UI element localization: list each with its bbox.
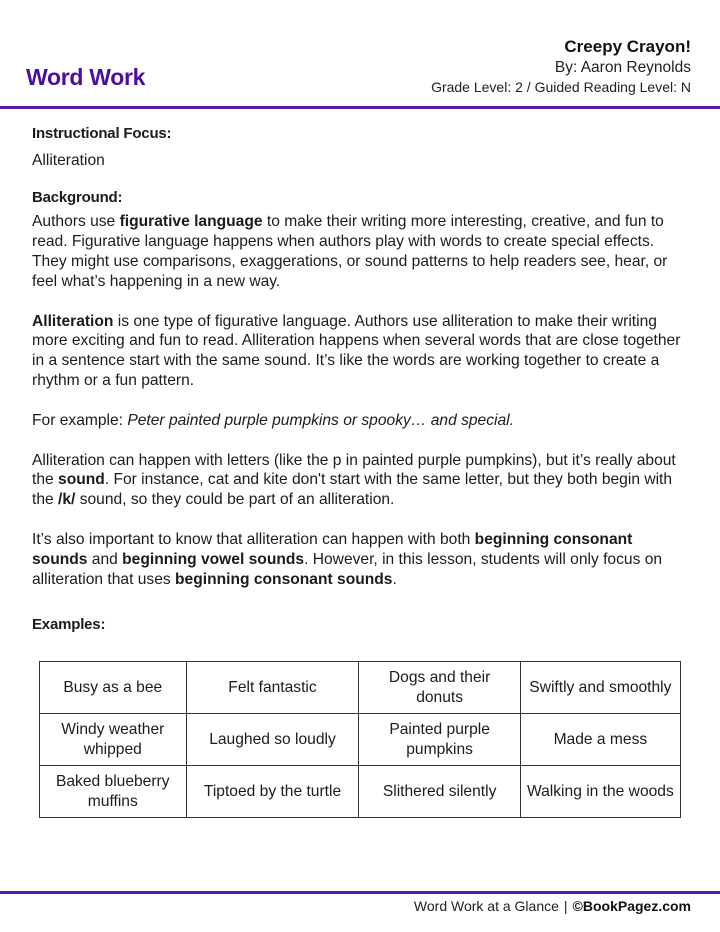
- term-beginning-vowel-sounds: beginning vowel sounds: [122, 550, 305, 568]
- background-heading: Background:: [32, 188, 123, 206]
- instructional-focus-value: Alliteration: [32, 151, 105, 169]
- text: . For instance, cat and kite don't start with the same letter, but they both begin with the: [32, 471, 673, 509]
- header-divider: [0, 106, 720, 109]
- book-title: Creepy Crayon!: [564, 37, 691, 56]
- table-cell: Baked blueberry muffins: [40, 766, 187, 818]
- example-sentence: Peter painted purple pumpkins or spooky… and special.: [127, 411, 514, 429]
- text: .: [392, 570, 397, 588]
- text: . However, in this lesson, students will only focus on alliteration that uses: [32, 550, 663, 588]
- background-paragraph-5: [32, 530, 692, 589]
- text: Alliteration can happen with letters (like the p in painted purple pumpkins), but it’s really about the: [32, 451, 676, 489]
- examples-table: [39, 661, 681, 818]
- term-alliteration: Alliteration: [32, 312, 114, 330]
- text: is one type of figurative language. Authors use alliteration to make their writing more exciting and fun to read. Alliteration happens when several words that are close together in a sentence start with the same sound. It’s like the words are working together to create a rhythm or a fun pattern.: [32, 312, 681, 389]
- text: It’s also important to know that alliteration can happen with both: [32, 530, 475, 548]
- background-paragraph-4: [32, 451, 692, 510]
- table-cell: Slithered silently: [359, 766, 520, 818]
- footer-divider: [0, 891, 720, 894]
- examples-heading: Examples:: [32, 616, 106, 634]
- text: and: [87, 550, 123, 568]
- term-k-sound: /k/: [58, 491, 76, 509]
- table-row: [40, 766, 681, 818]
- term-sound: sound: [58, 471, 105, 489]
- text: For example:: [32, 411, 128, 429]
- term-figurative-language: figurative language: [119, 213, 263, 231]
- table-cell: Walking in the woods: [520, 766, 680, 818]
- footer-separator: |: [563, 898, 568, 914]
- book-level: Grade Level: 2 / Guided Reading Level: N: [431, 79, 691, 95]
- book-info: [431, 36, 691, 96]
- background-paragraph-1: [32, 212, 692, 291]
- table-cell: Made a mess: [520, 714, 680, 766]
- term-beginning-consonant-sounds: beginning consonant sounds: [32, 530, 633, 568]
- table-cell: Felt fantastic: [186, 662, 359, 714]
- background-paragraph-2: [32, 312, 692, 391]
- text: sound, so they could be part of an alliteration.: [75, 491, 395, 509]
- text: Authors use: [32, 213, 120, 231]
- term-beginning-consonant-sounds: beginning consonant sounds: [175, 570, 393, 588]
- footer-copyright: ©BookPagez.com: [572, 898, 691, 914]
- footer: [414, 898, 691, 914]
- table-row: [40, 714, 681, 766]
- instructional-focus-heading: Instructional Focus:: [32, 125, 172, 142]
- table-cell: Busy as a bee: [40, 662, 187, 714]
- section-title: Word Work: [26, 64, 146, 90]
- table-cell: Laughed so loudly: [186, 714, 359, 766]
- text: to make their writing more interesting, creative, and fun to read. Figurative language happens when authors play with words to create special effects. They might use comparisons, exaggerations, or sound patterns to help readers see, hear, or feel what’s happening in a new way.: [32, 213, 668, 290]
- table-cell: Dogs and their donuts: [359, 662, 520, 714]
- table-row: [40, 662, 681, 714]
- table-cell: Swiftly and smoothly: [520, 662, 680, 714]
- background-paragraph-3: [32, 411, 692, 431]
- table-cell: Painted purple pumpkins: [359, 714, 520, 766]
- main-content: [32, 124, 692, 635]
- book-author: By: Aaron Reynolds: [554, 59, 691, 76]
- table-cell: Tiptoed by the turtle: [186, 766, 359, 818]
- table-cell: Windy weather whipped: [40, 714, 187, 766]
- footer-label: Word Work at a Glance: [413, 898, 559, 914]
